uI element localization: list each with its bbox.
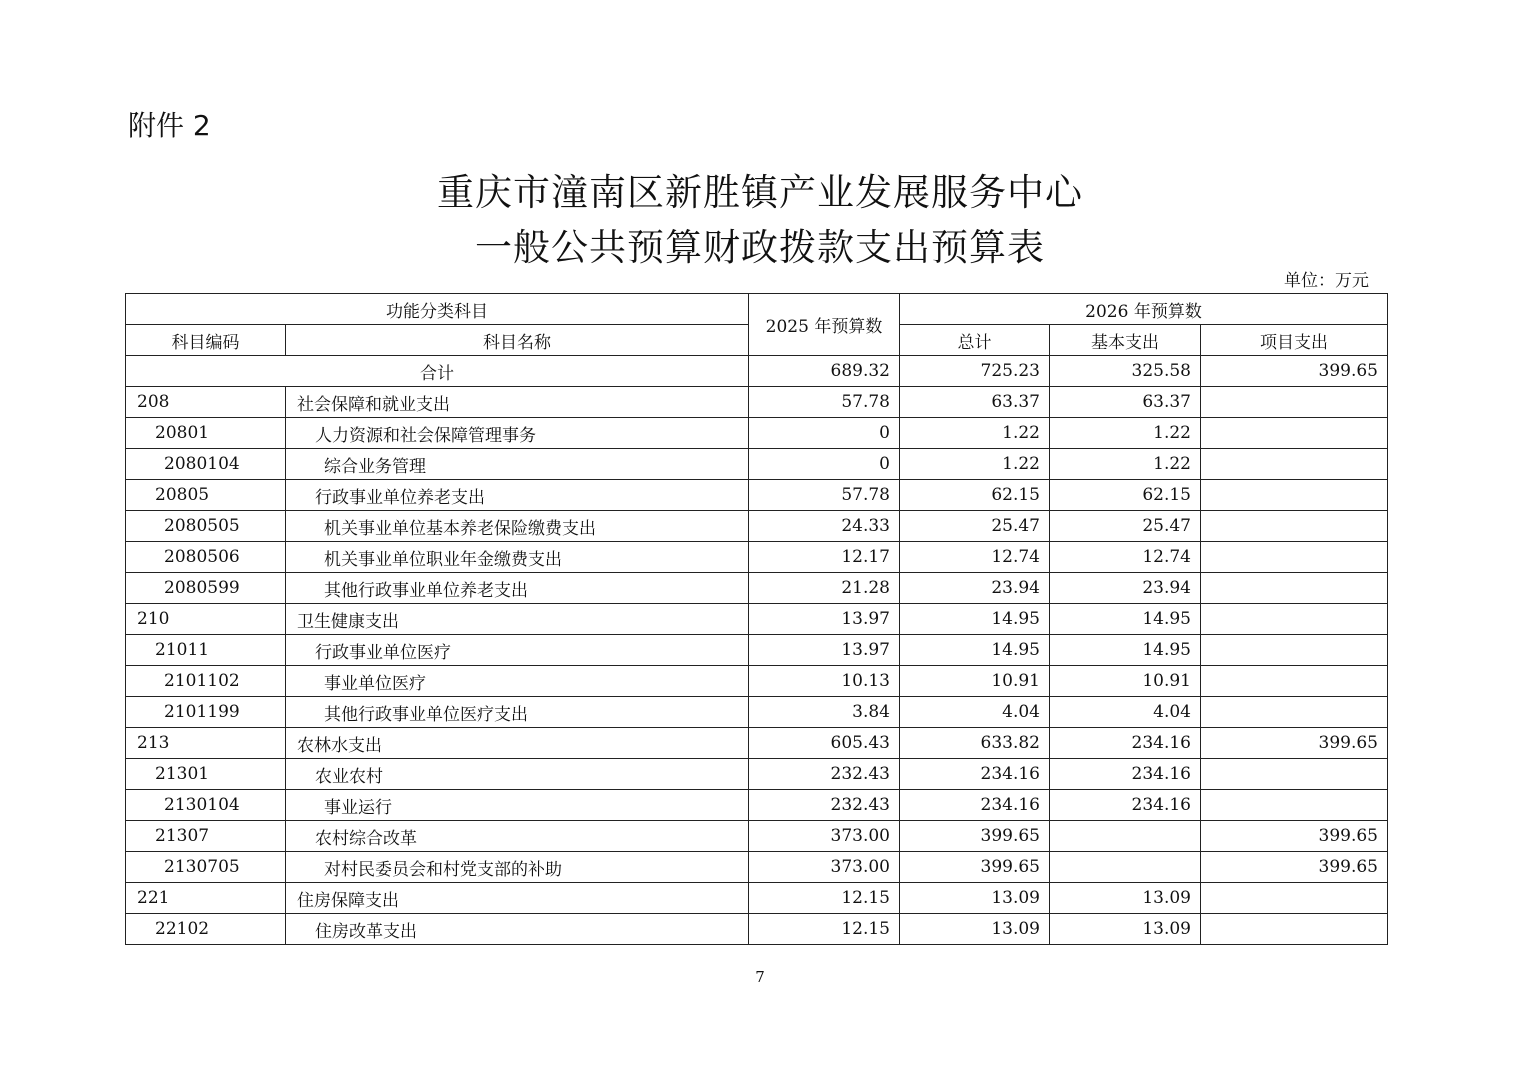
row-code: 2101199 (126, 697, 286, 728)
row-2026-total: 4.04 (900, 697, 1050, 728)
total-2026-total: 725.23 (900, 356, 1050, 387)
row-name: 其他行政事业单位养老支出 (286, 573, 749, 604)
row-name: 对村民委员会和村党支部的补助 (286, 852, 749, 883)
table-row (126, 604, 1388, 635)
row-2026-project (1201, 790, 1388, 821)
row-2026-basic: 1.22 (1050, 418, 1201, 449)
row-code: 20801 (126, 418, 286, 449)
row-2026-project (1201, 480, 1388, 511)
table-row (126, 573, 1388, 604)
row-2026-total: 10.91 (900, 666, 1050, 697)
row-2026-project (1201, 387, 1388, 418)
row-code: 2080505 (126, 511, 286, 542)
row-code: 2080506 (126, 542, 286, 573)
row-2026-project (1201, 914, 1388, 945)
row-2026-total: 63.37 (900, 387, 1050, 418)
row-2026-project (1201, 759, 1388, 790)
unit-label: 单位：万元 (1284, 271, 1369, 291)
row-2026-project: 399.65 (1201, 821, 1388, 852)
row-2025: 10.13 (749, 666, 900, 697)
row-2026-basic: 62.15 (1050, 480, 1201, 511)
row-2026-total: 14.95 (900, 604, 1050, 635)
row-code: 208 (126, 387, 286, 418)
row-code: 213 (126, 728, 286, 759)
row-name: 综合业务管理 (286, 449, 749, 480)
row-2026-project (1201, 697, 1388, 728)
row-2026-total: 23.94 (900, 573, 1050, 604)
row-name: 其他行政事业单位医疗支出 (286, 697, 749, 728)
row-2026-project (1201, 573, 1388, 604)
document-title-line1: 重庆市潼南区新胜镇产业发展服务中心 (437, 171, 1083, 214)
row-2026-total: 234.16 (900, 759, 1050, 790)
row-2025: 232.43 (749, 790, 900, 821)
table-row (126, 511, 1388, 542)
row-code: 2080104 (126, 449, 286, 480)
row-2026-basic: 1.22 (1050, 449, 1201, 480)
table-row (126, 542, 1388, 573)
table-row (126, 759, 1388, 790)
total-2026-basic: 325.58 (1050, 356, 1201, 387)
table-row (126, 449, 1388, 480)
row-2026-basic: 12.74 (1050, 542, 1201, 573)
row-name: 农业农村 (286, 759, 749, 790)
row-2026-total: 1.22 (900, 418, 1050, 449)
table-row (126, 790, 1388, 821)
table-row (126, 418, 1388, 449)
row-2026-project (1201, 635, 1388, 666)
budget-table (125, 293, 1388, 945)
row-2026-basic: 234.16 (1050, 728, 1201, 759)
row-2026-total: 399.65 (900, 821, 1050, 852)
table-row (126, 852, 1388, 883)
header-budget-2025: 2025 年预算数 (749, 294, 900, 356)
row-name: 社会保障和就业支出 (286, 387, 749, 418)
row-2026-basic: 13.09 (1050, 883, 1201, 914)
row-2026-project (1201, 666, 1388, 697)
row-2025: 24.33 (749, 511, 900, 542)
row-code: 2080599 (126, 573, 286, 604)
table-row (126, 883, 1388, 914)
attachment-label: 附件 2 (128, 109, 211, 142)
row-2026-total: 14.95 (900, 635, 1050, 666)
row-2026-project (1201, 883, 1388, 914)
row-name: 事业单位医疗 (286, 666, 749, 697)
row-name: 农林水支出 (286, 728, 749, 759)
header-name: 科目名称 (286, 325, 749, 356)
row-code: 21307 (126, 821, 286, 852)
row-2026-project (1201, 604, 1388, 635)
row-2026-total: 234.16 (900, 790, 1050, 821)
row-2025: 3.84 (749, 697, 900, 728)
row-name: 住房改革支出 (286, 914, 749, 945)
table-row (126, 821, 1388, 852)
total-row (126, 356, 1388, 387)
row-2026-basic: 63.37 (1050, 387, 1201, 418)
row-2026-total: 399.65 (900, 852, 1050, 883)
row-code: 21301 (126, 759, 286, 790)
row-name: 事业运行 (286, 790, 749, 821)
table-row (126, 728, 1388, 759)
row-2026-basic (1050, 821, 1201, 852)
page-number: 7 (755, 968, 765, 986)
row-2026-project (1201, 511, 1388, 542)
row-2026-basic: 10.91 (1050, 666, 1201, 697)
row-2026-total: 12.74 (900, 542, 1050, 573)
table-row (126, 387, 1388, 418)
row-2026-project (1201, 542, 1388, 573)
row-code: 21011 (126, 635, 286, 666)
row-name: 农村综合改革 (286, 821, 749, 852)
row-name: 人力资源和社会保障管理事务 (286, 418, 749, 449)
row-code: 22102 (126, 914, 286, 945)
row-2026-total: 62.15 (900, 480, 1050, 511)
row-code: 210 (126, 604, 286, 635)
table-row (126, 666, 1388, 697)
row-name: 卫生健康支出 (286, 604, 749, 635)
header-code: 科目编码 (126, 325, 286, 356)
total-2025: 689.32 (749, 356, 900, 387)
row-code: 2101102 (126, 666, 286, 697)
row-code: 2130705 (126, 852, 286, 883)
row-name: 住房保障支出 (286, 883, 749, 914)
row-2026-project: 399.65 (1201, 852, 1388, 883)
row-2025: 232.43 (749, 759, 900, 790)
table-row (126, 697, 1388, 728)
row-2026-basic: 13.09 (1050, 914, 1201, 945)
header-basic: 基本支出 (1050, 325, 1201, 356)
row-2026-basic: 25.47 (1050, 511, 1201, 542)
row-code: 221 (126, 883, 286, 914)
row-2026-total: 1.22 (900, 449, 1050, 480)
row-2025: 0 (749, 418, 900, 449)
header-total: 总计 (900, 325, 1050, 356)
document-title-line2: 一般公共预算财政拨款支出预算表 (475, 226, 1045, 269)
header-functional-classification: 功能分类科目 (126, 294, 749, 325)
row-2026-total: 13.09 (900, 914, 1050, 945)
header-project: 项目支出 (1201, 325, 1388, 356)
table-row (126, 635, 1388, 666)
row-2026-project (1201, 449, 1388, 480)
row-name: 机关事业单位基本养老保险缴费支出 (286, 511, 749, 542)
total-2026-project: 399.65 (1201, 356, 1388, 387)
row-2025: 13.97 (749, 604, 900, 635)
row-name: 机关事业单位职业年金缴费支出 (286, 542, 749, 573)
row-2026-basic: 14.95 (1050, 635, 1201, 666)
header-row-1 (126, 294, 1388, 325)
row-code: 20805 (126, 480, 286, 511)
row-2026-basic (1050, 852, 1201, 883)
row-2026-total: 25.47 (900, 511, 1050, 542)
row-2026-basic: 14.95 (1050, 604, 1201, 635)
row-2025: 605.43 (749, 728, 900, 759)
row-code: 2130104 (126, 790, 286, 821)
row-2025: 57.78 (749, 387, 900, 418)
table-row (126, 914, 1388, 945)
total-label: 合计 (126, 356, 749, 387)
row-2025: 13.97 (749, 635, 900, 666)
row-2026-basic: 234.16 (1050, 759, 1201, 790)
row-2025: 373.00 (749, 852, 900, 883)
row-2026-project: 399.65 (1201, 728, 1388, 759)
row-2026-total: 13.09 (900, 883, 1050, 914)
row-name: 行政事业单位医疗 (286, 635, 749, 666)
row-2025: 12.15 (749, 914, 900, 945)
row-2025: 0 (749, 449, 900, 480)
row-2025: 12.15 (749, 883, 900, 914)
row-2026-basic: 4.04 (1050, 697, 1201, 728)
table-row (126, 480, 1388, 511)
row-2025: 57.78 (749, 480, 900, 511)
row-name: 行政事业单位养老支出 (286, 480, 749, 511)
header-budget-2026: 2026 年预算数 (900, 294, 1388, 325)
row-2026-basic: 234.16 (1050, 790, 1201, 821)
row-2026-total: 633.82 (900, 728, 1050, 759)
row-2026-project (1201, 418, 1388, 449)
row-2025: 12.17 (749, 542, 900, 573)
row-2026-basic: 23.94 (1050, 573, 1201, 604)
row-2025: 21.28 (749, 573, 900, 604)
row-2025: 373.00 (749, 821, 900, 852)
